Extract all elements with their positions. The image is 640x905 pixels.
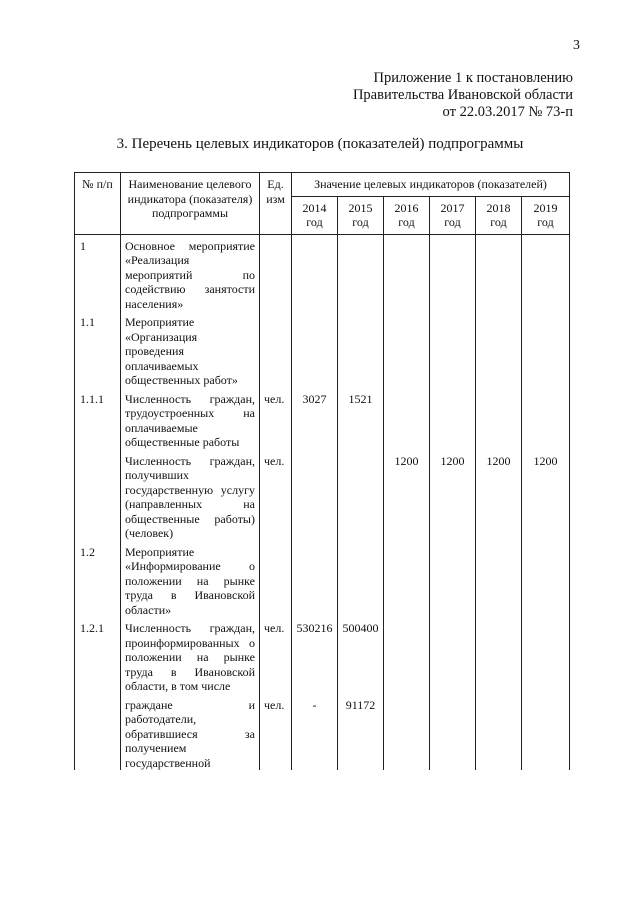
row-value: 1521 (338, 390, 384, 450)
row-value (476, 543, 522, 618)
row-unit: чел. (260, 390, 292, 450)
row-value: 1200 (384, 452, 430, 541)
page-number: 3 (573, 38, 580, 53)
table-header-row (75, 173, 570, 197)
header-values-group: Значение целевых индикаторов (показателей) (292, 173, 570, 197)
row-name: граждане и работодатели, обратившиеся за получением государственной (121, 696, 260, 771)
row-value: 1200 (476, 452, 522, 541)
row-value (430, 543, 476, 618)
row-value (338, 452, 384, 541)
row-num: 1.2.1 (75, 619, 121, 694)
row-value (476, 237, 522, 312)
header-year: 2018 год (476, 196, 522, 234)
row-value (384, 696, 430, 771)
row-name: Численность граждан, проинформированных о положении на рынке труда в Ивановской области, в том числе (121, 619, 260, 694)
header-year: 2019 год (522, 196, 570, 234)
row-name: Численность граждан, получивших государственную услугу (направленных на общественные работы) (человек) (121, 452, 260, 541)
row-value (338, 543, 384, 618)
row-value (430, 390, 476, 450)
header-name: Наименование целевого индикатора (показателя) подпрограммы (121, 173, 260, 235)
row-value (476, 696, 522, 771)
row-value (292, 237, 338, 312)
row-num (75, 452, 121, 541)
appendix-reference (353, 70, 573, 121)
indicators-table (74, 172, 570, 770)
header-unit: Ед. изм (260, 173, 292, 235)
row-value (522, 543, 570, 618)
row-value (430, 696, 476, 771)
row-value (384, 619, 430, 694)
row-value (476, 390, 522, 450)
table-row (75, 313, 570, 388)
header-year: 2017 год (430, 196, 476, 234)
table-row (75, 390, 570, 450)
row-value: 1200 (522, 452, 570, 541)
row-value: - (292, 696, 338, 771)
row-value (292, 543, 338, 618)
row-value: 530216 (292, 619, 338, 694)
row-unit (260, 543, 292, 618)
table-row (75, 696, 570, 771)
header-year: 2016 год (384, 196, 430, 234)
row-value: 1200 (430, 452, 476, 541)
appendix-line: Правительства Ивановской области (352, 87, 573, 103)
row-value (292, 313, 338, 388)
row-value (384, 390, 430, 450)
row-unit (260, 237, 292, 312)
row-value (338, 237, 384, 312)
row-value (338, 313, 384, 388)
row-value (522, 237, 570, 312)
row-value (430, 619, 476, 694)
table-row (75, 237, 570, 312)
header-num: № п/п (75, 173, 121, 235)
row-num: 1.1 (75, 313, 121, 388)
row-value (430, 313, 476, 388)
table-row (75, 543, 570, 618)
row-value (522, 619, 570, 694)
row-value (430, 237, 476, 312)
table-row (75, 619, 570, 694)
row-value (384, 237, 430, 312)
row-value: 3027 (292, 390, 338, 450)
row-name: Численность граждан, трудоустроенных на оплачиваемые общественные работы (121, 390, 260, 450)
table-row (75, 452, 570, 541)
row-unit: чел. (260, 452, 292, 541)
row-value: 91172 (338, 696, 384, 771)
row-value (384, 543, 430, 618)
document-title: 3. Перечень целевых индикаторов (показателей) подпрограммы (116, 136, 524, 152)
row-value (476, 313, 522, 388)
row-value (292, 452, 338, 541)
row-num: 1.2 (75, 543, 121, 618)
appendix-line: Приложение 1 к постановлению (373, 70, 573, 86)
row-name: Мероприятие «Организация проведения оплачиваемых общественных работ» (121, 313, 260, 388)
header-year: 2015 год (338, 196, 384, 234)
row-value (522, 390, 570, 450)
row-unit: чел. (260, 619, 292, 694)
row-value: 500400 (338, 619, 384, 694)
row-unit (260, 313, 292, 388)
appendix-line: от 22.03.2017 № 73-п (442, 104, 573, 120)
row-value (384, 313, 430, 388)
row-name: Основное мероприятие «Реализация мероприятий по содействию занятости населения» (121, 237, 260, 312)
row-value (522, 313, 570, 388)
row-num: 1.1.1 (75, 390, 121, 450)
row-value (476, 619, 522, 694)
header-year: 2014 год (292, 196, 338, 234)
row-name: Мероприятие «Информирование о положении на рынке труда в Ивановской области» (121, 543, 260, 618)
row-value (522, 696, 570, 771)
row-num (75, 696, 121, 771)
row-num: 1 (75, 237, 121, 312)
row-unit: чел. (260, 696, 292, 771)
